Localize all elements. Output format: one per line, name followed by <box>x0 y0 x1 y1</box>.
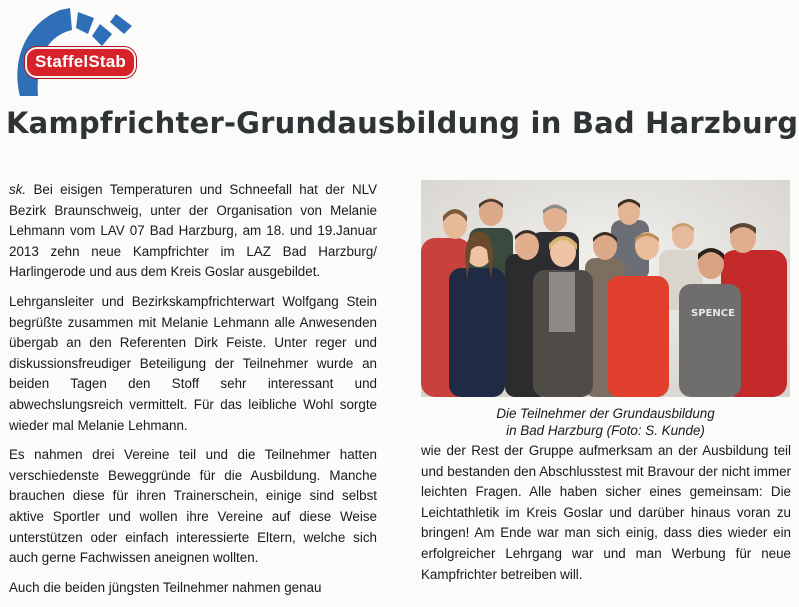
photo-caption <box>421 405 790 439</box>
staffelstab-logo <box>8 4 168 94</box>
article-paragraph: Auch die beiden jüngsten Teilnehmer nahmen genau <box>9 579 322 595</box>
group-photo <box>421 180 790 397</box>
author-initials: sk. <box>9 182 27 197</box>
article-left-column <box>9 180 377 607</box>
article-paragraph: Lehrgansleiter und Bezirkskampfrichterwart Wolfgang Stein begrüßte zusammen mit Melanie Lehmann alle Anwesenden übergab an den Referenten Dirk Feiste. Unter reger und diskussionsfreudiger Beteiligung der Teilnehmer wurde an beiden Tagen den Stoff sehr interessant und abwechslungsreich vermittelt. Für das leibliche Wohl sorgte wieder mal Melanie Lehmann. <box>9 293 377 433</box>
article-paragraph: wie der Rest der Gruppe aufmerksam an der Ausbildung teil und bestanden den Abschlusstest mit Bravour der nicht immer leichten Fragen. Alle haben sicher eines gemeinsam: Die Leichtathletik im Kreis Goslar und darüber hinaus voran zu bringen! Am Ende war man sich einig, dass dies wieder ein erfolgreicher Lehrgang war und man Werbung für neue Kampfrichter betreiben will. <box>421 443 791 582</box>
caption-line: in Bad Harzburg (Foto: S. Kunde) <box>506 423 705 438</box>
jacket-text: SPENCE <box>691 308 735 319</box>
article-right-column <box>421 441 791 585</box>
article-title: Kampfrichter-Grundausbildung in Bad Harzburg <box>6 106 799 140</box>
paragraph-text: Bei eisigen Temperaturen und Schneefall hat der NLV Bezirk Braunschweig, unter der Organisation von Melanie Lehmann vom LAV 07 Bad Harzburg, am 18. und 19.Januar 2013 zehn neue Kampfrichter im LAZ Bad Harzburg/ Harlingerode und aus dem Kreis Goslar ausgebildet. <box>9 182 377 280</box>
article-paragraph: Es nahmen drei Vereine teil und die Teilnehmer hatten verschiedenste Beweggründe für die Ausbildung. Manche brauchen diese für ihren Trainerschein, einige sind selbst aktive Sportler und wollen ihre Vereine auf diese Weise unterstützen oder einfach interessierte Eltern, welche sich auch gerne Fachwissen aneignen wollten. <box>9 447 377 566</box>
caption-line: Die Teilnehmer der Grundausbildung <box>496 406 715 421</box>
logo-text: StaffelStab <box>25 47 136 78</box>
article-paragraph <box>9 180 377 283</box>
